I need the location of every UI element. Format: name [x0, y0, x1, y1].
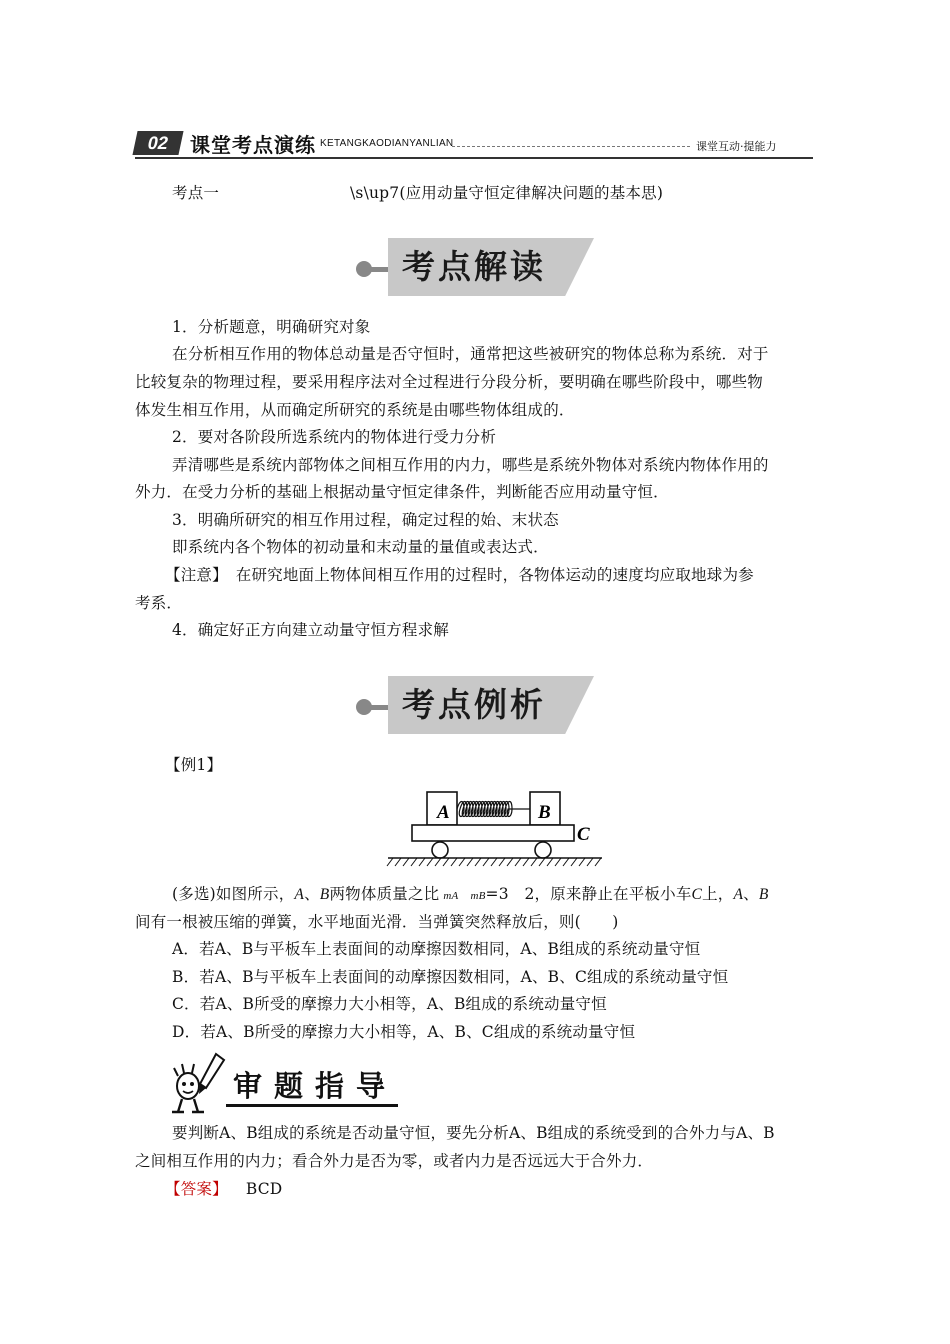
example-label: 【例1】: [165, 756, 223, 774]
question-line-2: 间有一根被压缩的弹簧，水平地面光滑．当弹簧突然释放后，则( ): [135, 913, 619, 931]
kaodian-label: 考点一: [172, 184, 220, 202]
cart-figure: [385, 788, 605, 868]
option-d: D．若A、B所受的摩擦力大小相等，A、B、C组成的系统动量守恒: [172, 1023, 636, 1041]
banner-text: 考点解读: [402, 247, 546, 286]
banner-kaodian-lixi: [356, 676, 596, 734]
q-var: B: [319, 886, 330, 903]
answer-tag: 【答案】: [165, 1180, 228, 1198]
q-mass-a: mA: [443, 890, 459, 902]
option-c: C．若A、B所受的摩擦力大小相等，A、B组成的系统动量守恒: [172, 995, 607, 1013]
point-3-heading: 3．明确所研究的相互作用过程，确定过程的始、末状态: [172, 511, 559, 529]
header-dashed-rule: [452, 146, 690, 147]
answer-line: [165, 1179, 282, 1199]
header-right-label: 课堂互动·提能力: [696, 140, 777, 153]
paragraph-line: 即系统内各个物体的初动量和末动量的量值或表达式．: [172, 538, 549, 556]
question-line-1: [172, 884, 769, 906]
answer-value: BCD: [245, 1180, 283, 1198]
paragraph-line: 比较复杂的物理过程，要采用程序法对全过程进行分段分析，要明确在哪些阶段中，哪些物: [135, 373, 764, 391]
guide-title: 审题指导: [233, 1069, 398, 1103]
wheel-right: [535, 842, 551, 858]
q-var: B: [758, 886, 769, 903]
option-a: A．若A、B与平板车上表面间的动摩擦因数相同，A、B组成的系统动量守恒: [172, 940, 701, 958]
banner-text: 考点例析: [402, 685, 546, 724]
note-line: 考系．: [135, 594, 183, 612]
q-text: (多选)如图所示，: [172, 885, 295, 903]
point-1-heading: 1．分析题意，明确研究对象: [172, 318, 371, 336]
paragraph-line: 体发生相互作用，从而确定所研究的系统是由哪些物体组成的．: [135, 401, 575, 419]
guide-line-2: 之间相互作用的内力；看合外力是否为零，或者内力是否远远大于合外力．: [135, 1152, 654, 1170]
q-mass-b: mB: [470, 890, 486, 902]
point-2-heading: 2．要对各阶段所选系统内的物体进行受力分析: [172, 428, 497, 446]
ground-hatching: [387, 858, 601, 866]
cart-board: [412, 825, 574, 841]
section-title: 课堂考点演练: [190, 133, 316, 157]
paragraph-line: 在分析相互作用的物体总动量是否守恒时，通常把这些被研究的物体总称为系统．对于: [172, 345, 769, 363]
q-text: =3 2，原来静止在平板小车: [485, 885, 692, 903]
block-b-label: B: [538, 802, 551, 823]
q-text: 上，: [702, 885, 734, 903]
kaodian-title: \s\up7(应用动量守恒定律解决问题的基本思): [350, 184, 664, 202]
option-b: B．若A、B与平板车上表面间的动摩擦因数相同，A、B、C组成的系统动量守恒: [172, 968, 729, 986]
q-text: 、: [304, 885, 320, 903]
paragraph-line: 弄清哪些是系统内部物体之间相互作用的内力，哪些是系统外物体对系统内物体作用的: [172, 456, 769, 474]
guide-underline: [226, 1104, 398, 1107]
cart-label: C: [577, 824, 590, 845]
point-4-heading: 4．确定好正方向建立动量守恒方程求解: [172, 621, 449, 639]
block-a-label: A: [437, 802, 450, 823]
banner-kaodian-jiedu: [356, 238, 596, 296]
wheel-left: [432, 842, 448, 858]
q-var: C: [691, 886, 703, 903]
section-pinyin: KETANGKAODIANYANLIAN: [320, 138, 454, 149]
q-var: A: [733, 886, 744, 903]
spring: [457, 802, 530, 817]
paragraph-line: 外力．在受力分析的基础上根据动量守恒定律条件，判断能否应用动量守恒．: [135, 483, 669, 501]
q-text: 两物体质量之比: [329, 885, 440, 903]
q-var: A: [294, 886, 305, 903]
mascot-pen-icon: [166, 1052, 226, 1116]
header-underline: [135, 157, 813, 159]
q-text: 、: [743, 885, 759, 903]
guide-line-1: 要判断A、B组成的系统是否动量守恒，要先分析A、B组成的系统受到的合外力与A、B: [172, 1124, 775, 1142]
note-line: 【注意】 在研究地面上物体间相互作用的过程时，各物体运动的速度均应取地球为参: [165, 566, 754, 584]
section-number-badge: 02: [132, 131, 183, 155]
